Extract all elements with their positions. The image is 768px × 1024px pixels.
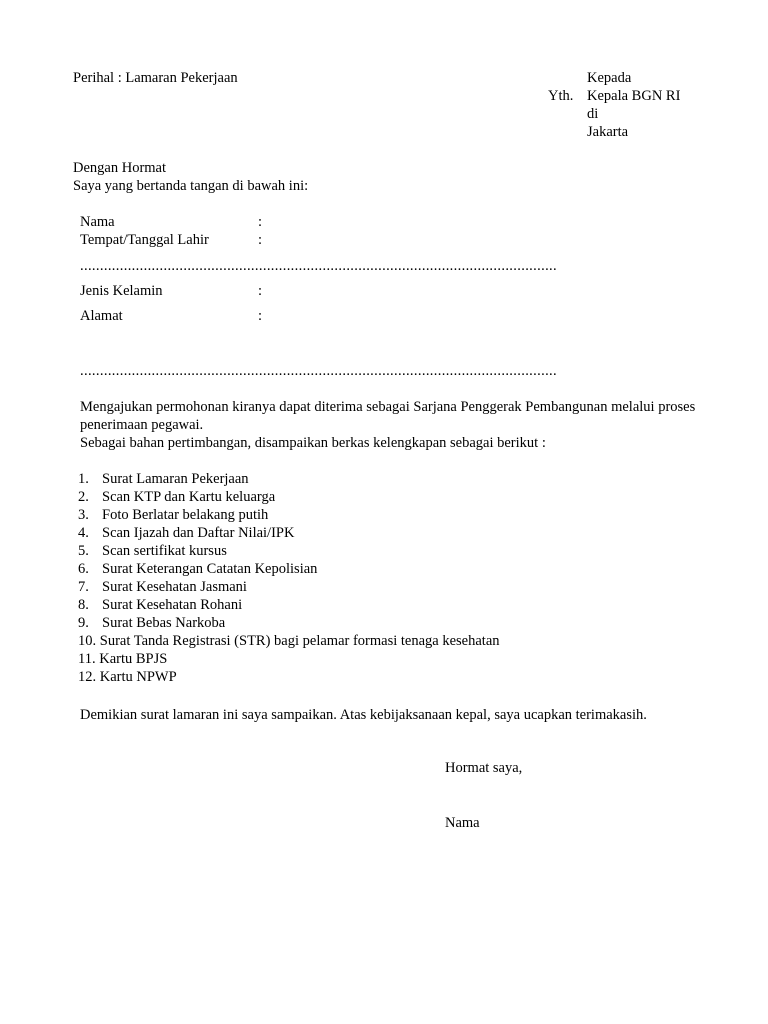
- list-text: Scan Ijazah dan Daftar Nilai/IPK: [102, 525, 295, 541]
- dotted-fill-line: ........................................................................................................................: [80, 363, 557, 379]
- field-label-ttl: Tempat/Tanggal Lahir: [80, 232, 209, 248]
- list-text: Foto Berlatar belakang putih: [102, 507, 269, 523]
- list-text: Kartu NPWP: [99, 669, 177, 685]
- recipient-line: Jakarta: [587, 124, 629, 140]
- list-number: 11.: [78, 651, 96, 667]
- request-paragraph: Mengajukan permohonan kiranya dapat diterima sebagai Sarjana Penggerak Pembangunan melalui proses penerimaan pegawai.: [80, 399, 696, 433]
- list-number: 5.: [78, 543, 89, 559]
- list-text: Scan sertifikat kursus: [102, 543, 227, 559]
- list-number: 9.: [78, 615, 89, 631]
- signature-name: Nama: [445, 815, 480, 831]
- intro-line: Saya yang bertanda tangan di bawah ini:: [73, 178, 309, 194]
- subject-line: Perihal : Lamaran Pekerjaan: [73, 70, 238, 86]
- list-item: [78, 614, 500, 632]
- list-text: Surat Tanda Registrasi (STR) bagi pelamar formasi tenaga kesehatan: [99, 633, 500, 649]
- list-number: 1.: [78, 471, 89, 487]
- closing-paragraph: Demikian surat lamaran ini saya sampaikan. Atas kebijaksanaan kepal, saya ucapkan terimakasih.: [80, 707, 647, 723]
- attachments-intro: Sebagai bahan pertimbangan, disampaikan berkas kelengkapan sebagai berikut :: [80, 435, 546, 451]
- regards: Hormat saya,: [445, 760, 523, 776]
- list-item: [78, 650, 500, 668]
- dotted-fill-line: ........................................................................................................................: [80, 258, 557, 274]
- list-item: [78, 488, 500, 506]
- list-item: [78, 668, 500, 686]
- list-text: Surat Lamaran Pekerjaan: [102, 471, 249, 487]
- list-number: 7.: [78, 579, 89, 595]
- list-item: [78, 506, 500, 524]
- field-label-alamat: Alamat: [80, 308, 123, 324]
- list-item: [78, 470, 500, 488]
- list-text: Surat Kesehatan Rohani: [102, 597, 243, 613]
- list-number: 6.: [78, 561, 89, 577]
- list-text: Surat Kesehatan Jasmani: [102, 579, 247, 595]
- field-colon: :: [258, 283, 263, 299]
- list-item: [78, 542, 500, 560]
- list-number: 12.: [78, 669, 97, 685]
- list-text: Scan KTP dan Kartu keluarga: [102, 489, 276, 505]
- list-number: 8.: [78, 597, 89, 613]
- recipient-line: di: [587, 106, 599, 122]
- greeting: Dengan Hormat: [73, 160, 167, 176]
- recipient-line: Kepada: [587, 70, 632, 86]
- recipient-prefix: Yth.: [548, 88, 574, 104]
- field-label-nama: Nama: [80, 214, 115, 230]
- recipient-line: Kepala BGN RI: [587, 88, 681, 104]
- list-text: Surat Bebas Narkoba: [102, 615, 226, 631]
- list-item: [78, 596, 500, 614]
- list-item: [78, 524, 500, 542]
- list-number: 3.: [78, 507, 89, 523]
- list-number: 4.: [78, 525, 89, 541]
- field-colon: :: [258, 214, 263, 230]
- field-colon: :: [258, 308, 263, 324]
- list-number: 10.: [78, 633, 97, 649]
- list-item: [78, 560, 500, 578]
- list-number: 2.: [78, 489, 89, 505]
- field-colon: :: [258, 232, 263, 248]
- field-label-jenis-kelamin: Jenis Kelamin: [80, 283, 163, 299]
- list-text: Kartu BPJS: [99, 651, 168, 667]
- list-text: Surat Keterangan Catatan Kepolisian: [102, 561, 318, 577]
- attachments-list: [78, 470, 500, 686]
- recipient-address: [587, 69, 680, 141]
- list-item: [78, 632, 500, 650]
- list-item: [78, 578, 500, 596]
